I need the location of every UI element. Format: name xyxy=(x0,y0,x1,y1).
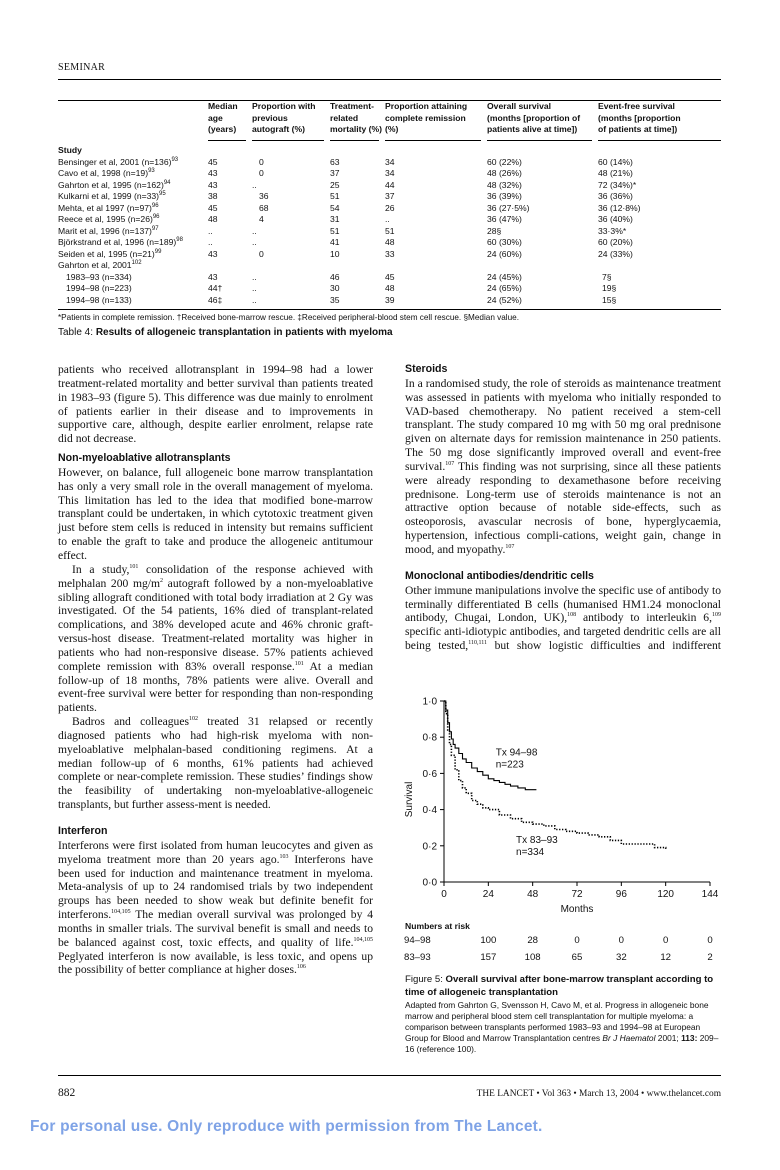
paragraph: In a randomised study, the role of steroids as maintenance treatment was assessed in patients with myeloma who initially responded to VAD-based chemotherapy. No patient received a stem-cell transplant. The study compared 10 mg with 50 mg oral prednisone given on alternate days for remission maintenance in 250 patients. The 50 mg dose significantly improved overall and event-free survival.$^{107}$ This finding was not surprising, since all these patients were already responding to dexamethasone before receiving prednisone. Long-term use of steroids maintenance is not an attractive option because of notable side-effects, such as osteoporosis, avascular necrosis of bone, hyperglycaemia, hypertension, infectious compli-cations, weight gain, change in mood, and myopathy.$^{107}$ xyxy=(405,376,721,556)
table-cell: 46 xyxy=(330,271,340,282)
table-cell-study-wrap xyxy=(58,226,159,238)
risk-count: 0 xyxy=(662,935,669,946)
table-row xyxy=(58,249,721,261)
table-cell: 36 (27·5%) xyxy=(487,202,530,213)
table-ref: 93 xyxy=(148,168,155,175)
table-cell: 43 xyxy=(208,248,218,259)
table-ref: 97 xyxy=(151,225,159,232)
table-cell: 45 xyxy=(385,271,395,282)
col-header-prev-autograft: Proportion with previous autograft (%) xyxy=(252,101,316,134)
y-axis-label: Survival xyxy=(404,781,415,818)
table-cell: 51 xyxy=(330,191,340,201)
table-cell: 43 xyxy=(208,179,218,190)
table-cell: 24 (65%) xyxy=(487,283,522,293)
table-cell: 39 xyxy=(385,294,395,305)
table-cell: .. xyxy=(252,271,257,282)
footer-rule xyxy=(58,1075,721,1076)
table-cell: 45 xyxy=(208,156,218,167)
right-column xyxy=(405,363,721,653)
x-tick-label: 72 xyxy=(571,889,583,900)
table-cell: 24 (52%) xyxy=(487,294,522,305)
table-ref: 96 xyxy=(152,214,160,221)
table-cell: 36 (36%) xyxy=(598,191,633,201)
paragraph: However, on balance, full allogeneic bone marrow transplantation has only a very small role in the overall management of myeloma. This limitation has led to the idea that modified bone-marrow transplant could be undertaken, in which cytotoxic treatment given just before stem cells is reduced in intensity but remains sufficient to enable the graft to take and produce the allogeneic antitumour effect. xyxy=(58,465,373,562)
table-cell: 45 xyxy=(208,202,218,213)
x-tick-label: 120 xyxy=(657,889,675,900)
x-tick-label: 24 xyxy=(482,889,494,900)
table-cell-study: 1994–98 (n=133) xyxy=(66,294,132,305)
risk-count: 108 xyxy=(524,952,541,963)
table-caption xyxy=(58,327,393,338)
table-cell: 54 xyxy=(330,202,340,213)
table-cell: .. xyxy=(385,214,390,224)
y-tick-label: 0·0 xyxy=(422,877,437,889)
series-label: Tx 94–98 xyxy=(495,747,538,759)
running-header: SEMINAR xyxy=(58,62,106,73)
table-cell: 4 xyxy=(259,214,264,224)
table-cell: 15§ xyxy=(602,294,617,305)
y-tick-label: 0·8 xyxy=(422,732,437,744)
table-cell: 60 (14%) xyxy=(598,156,633,167)
table-row xyxy=(58,295,721,307)
table-caption-title: Results of allogeneic transplantation in patients with myeloma xyxy=(95,327,393,338)
table-cell: 63 xyxy=(330,156,340,167)
survival-curve-tx-83-93 xyxy=(444,701,666,849)
paragraph: In a study,$^{101}$ consolidation of the response achieved with melphalan 200 $mg/m^2$ autograft followed by a non-myeloablative sibling allograft conditioned with total body irradiation at 2 Gy was investigated. Of the 54 patients, 16% died of transplant-related complications, and 38% developed acute and 46% chronic graft-versus-host disease. Treatment-related mortality was higher in patients who had non-responsive disease. 57% patients achieved complete remission with 83% overall response.$^{101}$ At a median follow-up of 18 months, 78% patients were alive. Overall and event-free survival were better for responding than non-responding patients. xyxy=(58,562,373,715)
table-cell: 36 xyxy=(259,191,269,201)
table-footnote: *Patients in complete remission. †Received bone-marrow rescue. ‡Received peripheral-blood stem cell rescue. §Median value. xyxy=(58,313,520,322)
table-cell: 0 xyxy=(259,156,264,167)
table-cell: 36 (40%) xyxy=(598,214,633,224)
risk-row-label: 94–98 xyxy=(404,935,431,946)
table-cell-study: Gahrton et al, 2001 xyxy=(58,260,132,270)
paragraph: patients who received allotransplant in 1994–98 had a lower treatment-related mortality and better survival than patients treated in 1983–93 (figure 5). This difference was due mainly to enrolment of patients earlier in their disease and to improvements in supportive care, although, despite earlier enrolment, relapse rate did not decrease. xyxy=(58,363,373,446)
table-cell: 35 xyxy=(330,294,340,305)
risk-count: 0 xyxy=(618,935,624,946)
table-cell: 34 xyxy=(385,168,395,178)
table-cell-study-wrap xyxy=(58,180,171,192)
table-caption-label: Table 4: xyxy=(58,327,96,338)
table-cell: 60 (22%) xyxy=(487,156,522,167)
heading-interferon: Interferon xyxy=(58,825,108,837)
risk-count: 100 xyxy=(480,935,497,946)
table-cell-study-wrap xyxy=(58,249,161,261)
table-cell: 37 xyxy=(330,168,340,178)
table-cell: .. xyxy=(208,225,213,236)
table-cell: 68 xyxy=(259,202,269,213)
table-cell-study: Gahrton et al, 1995 (n=162) xyxy=(58,179,164,190)
risk-count: 32 xyxy=(615,952,627,963)
table-cell-study-wrap xyxy=(58,237,183,249)
table-cell: 51 xyxy=(385,225,395,236)
table-cell: 48 xyxy=(385,283,395,293)
table-cell-study: Cavo et al, 1998 (n=19) xyxy=(58,168,149,178)
risk-count: 12 xyxy=(660,952,671,963)
x-tick-label: 48 xyxy=(527,889,539,900)
col-header-efs: Event-free survival (months [proportion of patients at time]) xyxy=(598,101,681,134)
table-cell-study-wrap xyxy=(58,157,178,169)
table-cell: 38 xyxy=(208,191,218,201)
table-cell: 36 (47%) xyxy=(487,214,522,224)
table-cell: 26 xyxy=(385,202,395,213)
risk-count: 28 xyxy=(527,935,538,946)
table-cell-study: Reece et al, 1995 (n=26) xyxy=(58,214,153,224)
table-header-row xyxy=(58,101,721,145)
permission-watermark: For personal use. Only reproduce with permission from The Lancet. xyxy=(30,1118,543,1135)
left-column xyxy=(58,363,373,977)
table-cell: 43 xyxy=(208,168,218,178)
table-cell: 48 xyxy=(385,237,395,247)
table-row xyxy=(58,214,721,226)
heading-steroids: Steroids xyxy=(405,363,448,375)
x-tick-label: 96 xyxy=(615,889,627,900)
col-header-cr: Proportion attaining complete remission (%) xyxy=(385,101,468,134)
heading-nonmyeloablative: Non-myeloablative allotransplants xyxy=(58,452,231,465)
table-cell: 10 xyxy=(330,248,340,259)
table-cell-study-wrap xyxy=(58,191,166,203)
table-cell-study-wrap xyxy=(58,260,142,272)
col-header-os: Overall survival (months [proportion of patients alive at time]) xyxy=(487,101,581,134)
table-cell: .. xyxy=(252,294,257,305)
table-ref: 96 xyxy=(151,202,159,209)
risk-row-label: 83–93 xyxy=(404,952,431,963)
table-cell: 60 (30%) xyxy=(487,237,522,247)
table-cell-study: 1994–98 (n=223) xyxy=(66,283,132,293)
figure-caption-label: Figure 5: xyxy=(405,974,446,985)
table-cell: .. xyxy=(252,237,257,247)
results-table xyxy=(58,101,721,306)
paragraph: Badros and colleagues$^{102}$ treated 31 relapsed or recently diagnosed patients who had high-risk myeloma with non-myeloablative melphalan-based conditioning regimens. At a median follow-up of 6 months, 61% patients had achieved complete or near-complete remission. These studies’ findings show the feasibility of undertaking non-myeloablative-allogeneic transplants, but further assess-ment is needed. xyxy=(58,715,373,812)
table-cell: 0 xyxy=(259,168,264,178)
table-row xyxy=(58,168,721,180)
table-cell: 72 (34%)* xyxy=(598,179,637,190)
figure-caption-title: Overall survival after bone-marrow transplant according to time of allogeneic transplantation xyxy=(405,974,714,998)
table-cell: 34 xyxy=(385,156,395,167)
table-cell-study: Marit et al, 1996 (n=137) xyxy=(58,225,152,236)
risk-count: 157 xyxy=(480,952,497,963)
table-cell: 19§ xyxy=(602,283,617,293)
table-body xyxy=(58,157,721,307)
table-cell-study: Mehta, et al 1997 (n=97) xyxy=(58,202,152,213)
table-cell: .. xyxy=(252,283,257,293)
table-ref: 98 xyxy=(176,237,183,244)
y-tick-label: 0·2 xyxy=(422,841,437,853)
table-cell: .. xyxy=(252,225,257,236)
y-tick-label: 0·6 xyxy=(422,768,437,780)
table-cell: 36 (39%) xyxy=(487,191,522,201)
col-header-median-age: Median age (years) xyxy=(208,101,238,134)
table-cell-study: Kulkarni et al, 1999 (n=33) xyxy=(58,191,160,201)
table-row xyxy=(58,237,721,249)
table-cell-study: Bensinger et al, 2001 (n=136) xyxy=(58,156,172,167)
col-header-trm: Treatment- related mortality (%) xyxy=(330,101,383,134)
table-ref: 94 xyxy=(163,179,171,186)
table-row xyxy=(58,272,721,284)
table-cell: 46‡ xyxy=(208,294,223,305)
table-cell: 33 xyxy=(385,248,395,259)
paragraph: Interferons were first isolated from human leucocytes and given as myeloma treatment more than 20 years ago.$^{103}$ Interferons have been used for induction and maintenance treatment in myeloma. Meta-analysis of up to 24 randomised trials by two independent groups has been needed to show weak but definite benefit for interferons.$^{104,105}$ The median overall survival was prolonged by 4 months in smaller trials. The survival benefit is small and needs to be balanced against cost, toxic effects, and quality of life.$^{104,105}$ Peglyated interferon is now available, is less toxic, and opens up the possibility of better compliance at higher doses.$^{106}$ xyxy=(58,838,373,977)
table-ref: 99 xyxy=(154,248,162,255)
table-row xyxy=(58,157,721,169)
risk-count: 0 xyxy=(574,935,580,946)
figure-caption-source: Adapted from Gahrton G, Svensson H, Cavo M, et al. Progress in allogeneic bone marrow and peripheral blood stem cell transplantation for multiple myeloma: a comparison between transplants performed 1983–93 and 1994–98 at European Group for Blood and Marrow Transplantation centres Br J Haematol 2001; 113: 209–16 (reference 100). xyxy=(405,1000,719,1054)
series-n-label: n=223 xyxy=(495,759,524,771)
table-bottom-rule xyxy=(58,309,721,310)
risk-count: 65 xyxy=(571,952,583,963)
table-cell-study: Björkstrand et al, 1996 (n=189) xyxy=(58,237,177,247)
table-cell: 44† xyxy=(208,283,223,293)
table-ref: 102 xyxy=(131,260,142,267)
table-ref: 95 xyxy=(159,191,166,198)
table-cell: 37 xyxy=(385,191,395,201)
figure-caption xyxy=(405,974,721,1055)
page-number: 882 xyxy=(58,1087,76,1099)
table-cell: 48 (26%) xyxy=(487,168,522,178)
journal-footer: THE LANCET • Vol 363 • March 13, 2004 • www.thelancet.com xyxy=(476,1089,721,1099)
table-study-label: Study xyxy=(58,145,82,155)
paragraph: Other immune manipulations involve the specific use of antibody to terminally differentiated B cells (humanised HM1.24 monoclonal antibody, Chugai, London, UK),$^{108}$ antibody to interleukin 6,$^{109}$ specific anti-idiotypic antibodies, and targeted dendritic cells are all being tested,$^{110,111}$ but show logistic difficulties and indifferent xyxy=(405,583,721,653)
heading-monoclonal: Monoclonal antibodies/dendritic cells xyxy=(405,569,594,582)
table-cell: 51 xyxy=(330,225,340,236)
table-cell: 30 xyxy=(330,283,340,293)
x-axis-label: Months xyxy=(560,904,594,915)
table-cell: 7§ xyxy=(602,271,612,282)
table-cell-study: 1983–93 (n=334) xyxy=(66,271,132,282)
table-cell: 43 xyxy=(208,271,218,282)
series-label: Tx 83–93 xyxy=(516,835,558,847)
table-cell: 0 xyxy=(259,248,264,259)
table-cell: .. xyxy=(208,237,213,247)
table-cell: 44 xyxy=(385,179,395,190)
x-tick-label: 144 xyxy=(701,889,719,900)
table-cell: 24 (60%) xyxy=(487,248,522,259)
table-cell: 41 xyxy=(330,237,340,247)
table-cell-study-wrap xyxy=(58,168,155,180)
table-cell: .. xyxy=(252,179,257,190)
table-cell: 48 (21%) xyxy=(598,168,633,178)
table-row xyxy=(58,283,721,295)
table-cell: 31 xyxy=(330,214,340,224)
table-cell-study-wrap xyxy=(58,214,160,226)
table-cell: 25 xyxy=(330,179,340,190)
series-n-label: n=334 xyxy=(516,847,545,859)
numbers-at-risk-label: Numbers at risk xyxy=(405,921,470,931)
x-tick-label: 0 xyxy=(441,889,447,900)
table-cell: 48 (32%) xyxy=(487,179,522,190)
risk-count: 2 xyxy=(707,952,713,963)
table-row xyxy=(58,191,721,203)
risk-count: 0 xyxy=(707,935,713,946)
table-cell: 24 (33%) xyxy=(598,248,633,259)
table-cell-study-wrap xyxy=(58,203,159,215)
survival-curve-tx-94-98 xyxy=(444,701,536,790)
table-cell: 60 (20%) xyxy=(598,237,633,247)
table-row xyxy=(58,226,721,238)
table-cell: 28§ xyxy=(487,225,502,236)
table-cell: 33·3%* xyxy=(598,225,627,236)
table-cell: 36 (12·8%) xyxy=(598,202,641,213)
y-tick-label: 0·4 xyxy=(422,805,437,817)
table-row xyxy=(58,180,721,192)
table-row xyxy=(58,260,721,272)
table-cell: 48 xyxy=(208,214,218,224)
table-row xyxy=(58,203,721,215)
table-cell: 24 (45%) xyxy=(487,271,522,282)
table-cell-study: Seiden et al, 1995 (n=21) xyxy=(58,248,155,259)
header-rule xyxy=(58,79,721,80)
table-ref: 93 xyxy=(171,156,179,163)
y-tick-label: 1·0 xyxy=(422,696,437,708)
